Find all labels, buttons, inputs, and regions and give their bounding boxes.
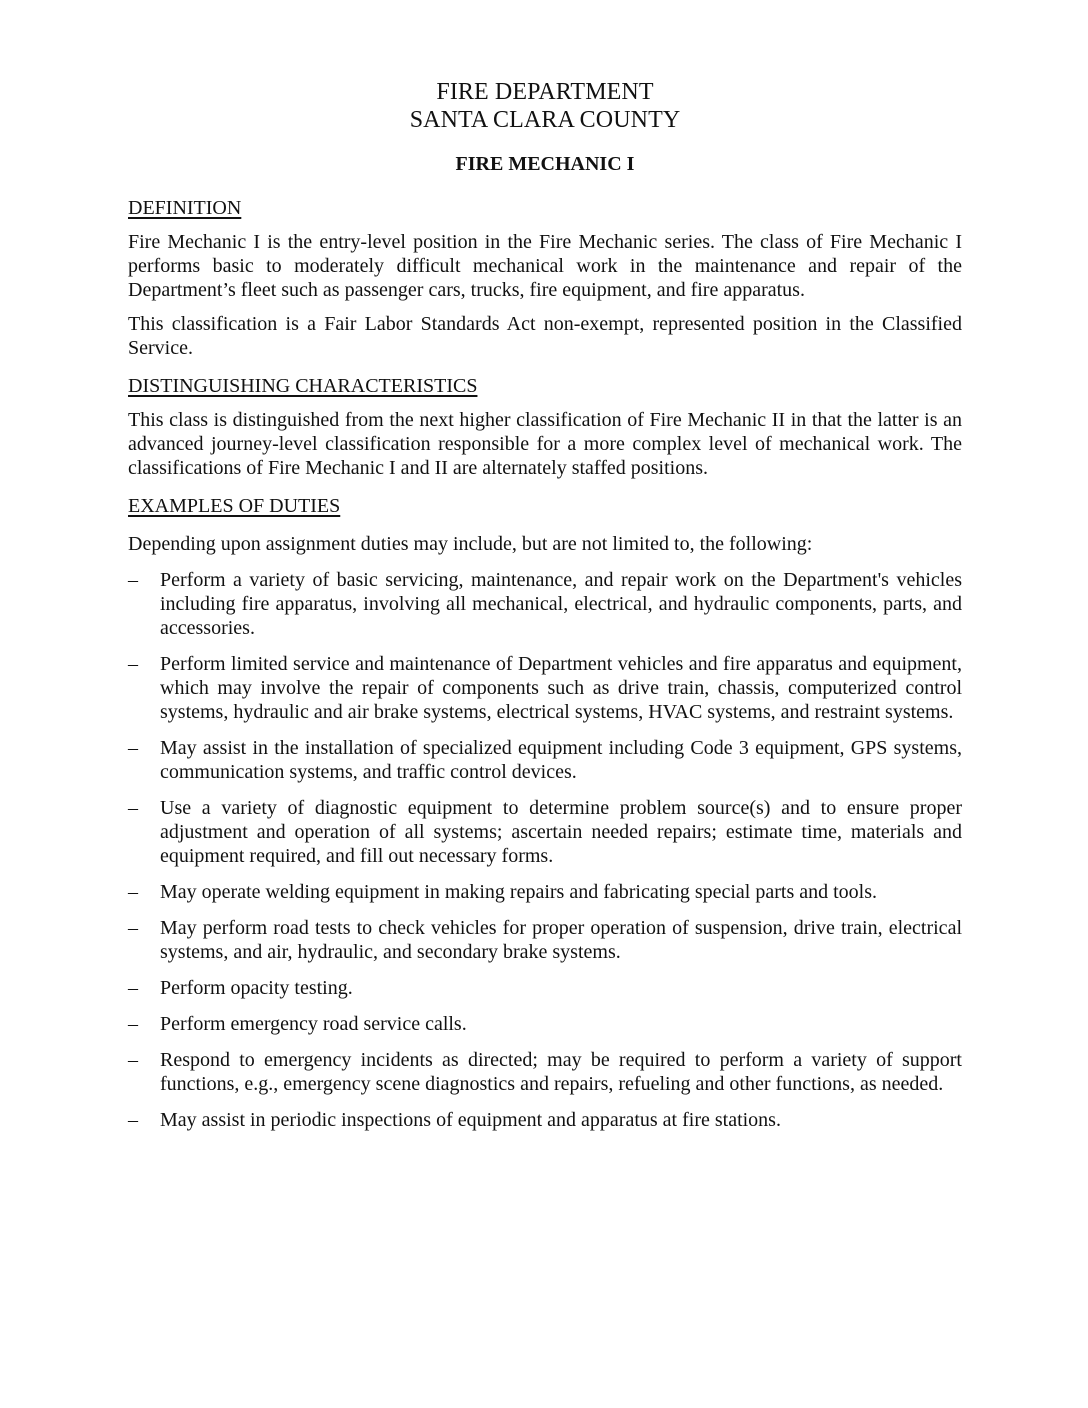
job-title: FIRE MECHANIC I xyxy=(455,153,635,175)
duty-text: Perform limited service and maintenance of Department vehicles and fire apparatus and equipment, which may involve the repair of components such as drive train, chassis, computerized control systems, hydraulic and air brake systems, electrical systems, HVAC systems, and restraint systems. xyxy=(160,653,962,723)
distinguishing-paragraph: This class is distinguished from the next higher classification of Fire Mechanic II in that the latter is an advanced journey-level classification responsible for a more complex level of mechanical work. The classifications of Fire Mechanic I and II are alternately staffed positions. xyxy=(128,409,962,479)
duty-text: May operate welding equipment in making repairs and fabricating special parts and tools. xyxy=(160,881,878,903)
duty-text: May assist in periodic inspections of equipment and apparatus at fire stations. xyxy=(160,1109,781,1131)
definition-paragraph: Fire Mechanic I is the entry-level position in the Fire Mechanic series. The class of Fire Mechanic I performs basic to moderately difficult mechanical work in the maintenance and repair of the Department’s fleet such as passenger cars, trucks, fire equipment, and fire apparatus. xyxy=(128,231,962,301)
duty-item xyxy=(128,976,962,1000)
dash-bullet: – xyxy=(128,917,138,939)
duty-text: May assist in the installation of specialized equipment including Code 3 equipment, GPS systems, communication systems, and traffic control devices. xyxy=(160,737,962,783)
distinguishing-heading: DISTINGUISHING CHARACTERISTICS xyxy=(128,375,478,397)
duty-text: Perform opacity testing. xyxy=(160,977,353,999)
dash-bullet: – xyxy=(128,653,138,675)
county-name: SANTA CLARA COUNTY xyxy=(409,107,681,133)
duty-text: Respond to emergency incidents as directed; may be required to perform a variety of support functions, e.g., emergency scene diagnostics and repairs, refueling and other functions, as needed. xyxy=(160,1049,962,1095)
dash-bullet: – xyxy=(128,737,138,759)
duty-item xyxy=(128,880,962,904)
duty-item xyxy=(128,1108,962,1132)
duty-item xyxy=(128,568,962,640)
definition-heading: DEFINITION xyxy=(128,197,242,219)
department-name: FIRE DEPARTMENT xyxy=(436,79,654,105)
dash-bullet: – xyxy=(128,1049,138,1071)
dash-bullet: – xyxy=(128,1013,138,1035)
duty-text: May perform road tests to check vehicles for proper operation of suspension, drive train, electrical systems, and air, hydraulic, and secondary brake systems. xyxy=(160,917,962,963)
duty-item xyxy=(128,796,962,868)
duty-text: Use a variety of diagnostic equipment to determine problem source(s) and to ensure proper adjustment and operation of all systems; ascertain needed repairs; estimate time, materials and equipment required, and fill out necessary forms. xyxy=(160,797,962,867)
duty-item xyxy=(128,736,962,784)
dash-bullet: – xyxy=(128,977,138,999)
definition-paragraph: This classification is a Fair Labor Standards Act non-exempt, represented position in the Classified Service. xyxy=(128,313,962,359)
duties-list xyxy=(128,568,962,1132)
dash-bullet: – xyxy=(128,569,138,591)
duty-item xyxy=(128,1012,962,1036)
dash-bullet: – xyxy=(128,881,138,903)
duties-heading: EXAMPLES OF DUTIES xyxy=(128,495,341,517)
duty-item xyxy=(128,916,962,964)
duties-intro: Depending upon assignment duties may include, but are not limited to, the following: xyxy=(128,533,813,555)
document-page xyxy=(128,78,962,1132)
duty-item xyxy=(128,652,962,724)
duty-text: Perform a variety of basic servicing, maintenance, and repair work on the Department's vehicles including fire apparatus, involving all mechanical, electrical, and hydraulic components, parts, and accessories. xyxy=(160,569,962,639)
dash-bullet: – xyxy=(128,1109,138,1131)
duty-item xyxy=(128,1048,962,1096)
dash-bullet: – xyxy=(128,797,138,819)
duty-text: Perform emergency road service calls. xyxy=(160,1013,467,1035)
